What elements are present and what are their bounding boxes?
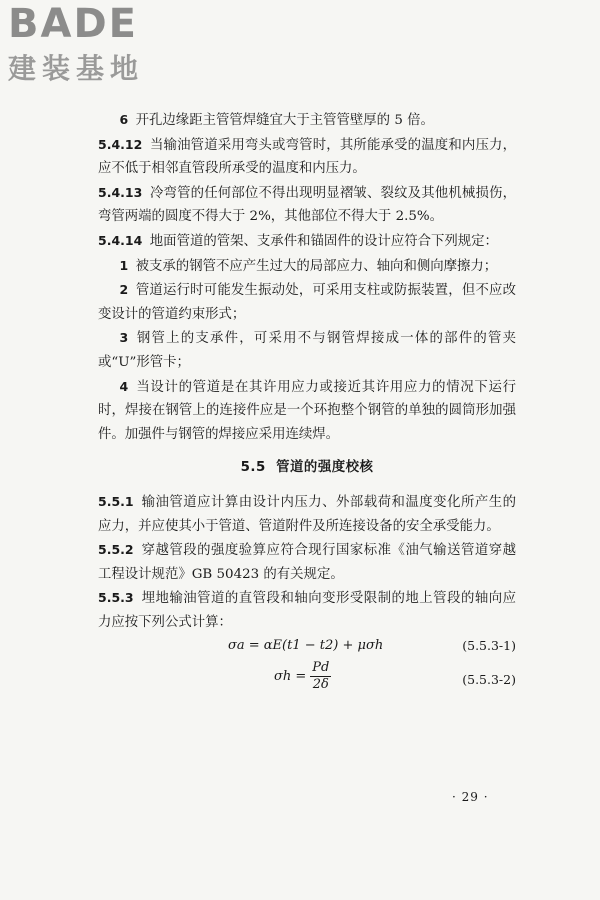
formula-number: (5.5.3-2)	[462, 672, 516, 688]
clause-text: 地面管道的管架、支承件和锚固件的设计应符合下列规定：	[149, 233, 498, 249]
item-3	[98, 326, 516, 374]
clause-text: 埋地输油管道的直管段和轴向变形受限制的地上管段的轴向应力应按下列公式计算：	[98, 591, 516, 630]
clause-5-4-13	[98, 181, 516, 229]
clause-number: 5.4.14	[98, 232, 143, 248]
item-2	[98, 278, 516, 326]
watermark-chinese: 建装基地	[8, 52, 145, 85]
clause-5-5-1	[98, 490, 516, 538]
clause-5-5-3	[98, 586, 516, 634]
formula-axial-stress	[98, 634, 516, 660]
clause-5-4-14	[98, 229, 516, 254]
watermark-latin: BADE	[8, 1, 138, 47]
item-text: 当设计的管道是在其许用应力或接近其许用应力的情况下运行时，焊接在钢管上的连接件应是一个环抱整个钢管的单独的圆筒形加强件。加强件与钢管的焊接应采用连续焊。	[98, 379, 516, 442]
item-number: 4	[119, 378, 129, 394]
clause-number: 5.4.12	[98, 136, 143, 152]
clause-number: 5.5.3	[98, 590, 134, 606]
document-body	[98, 108, 516, 700]
formula-number: (5.5.3-1)	[462, 638, 516, 654]
clause-text: 输油管道应计算由设计内压力、外部载荷和温度变化所产生的应力，并应使其小于管道、管道附件及所连接设备的安全承受能力。	[98, 494, 516, 534]
clause-5-5-2	[98, 538, 516, 586]
item-4	[98, 375, 516, 447]
section-title: 管道的强度校核	[276, 460, 374, 476]
clause-number: 5.5.1	[98, 493, 134, 509]
watermark-logo	[8, 2, 178, 92]
item-number: 2	[119, 282, 129, 298]
fraction	[310, 660, 331, 693]
item-text: 管道运行时可能发生振动处，可采用支柱或防振装置，但不应改变设计的管道约束形式；	[98, 283, 516, 322]
formula-expression: σa = αE(t1 − t2) + μσh	[228, 638, 384, 654]
formula-hoop-stress	[98, 660, 516, 700]
clause-text: 开孔边缘距主管管焊缝宜大于主管管壁厚的 5 倍。	[135, 113, 434, 128]
clause-text: 冷弯管的任何部位不得出现明显褶皱、裂纹及其他机械损伤，弯管两端的圆度不得大于 2%，其他部位不得大于 2.5%。	[98, 185, 516, 225]
page-number: · 29 ·	[452, 790, 489, 804]
clause-text: 穿越管段的强度验算应符合现行国家标准《油气输送管道穿越工程设计规范》GB 50423 的有关规定。	[98, 543, 516, 582]
section-number: 5.5	[240, 460, 266, 476]
item-text: 被支承的钢管不应产生过大的局部应力、轴向和侧向摩擦力；	[135, 258, 498, 274]
item-number: 1	[119, 257, 129, 273]
clause-number: 5.5.2	[98, 542, 134, 558]
clause-number: 6	[119, 112, 129, 127]
item-1	[98, 254, 516, 279]
clause-5-4-12	[98, 133, 516, 181]
formula-fraction-expression	[274, 660, 331, 693]
section-heading	[98, 456, 516, 480]
clause-text: 当输油管道采用弯头或弯管时，其所能承受的温度和内压力，应不低于相邻直管段所承受的温度和内压力。	[98, 137, 516, 177]
formula-lhs: σh =	[274, 669, 307, 685]
item-number: 3	[119, 330, 129, 346]
fraction-numerator: Pd	[312, 660, 330, 676]
item-text: 钢管上的支承件，可采用不与钢管焊接成一体的部件的管夹或“U”形管卡；	[98, 331, 516, 370]
clause-6	[98, 108, 516, 133]
clause-number: 5.4.13	[98, 184, 143, 200]
fraction-denominator: 2δ	[312, 677, 329, 693]
